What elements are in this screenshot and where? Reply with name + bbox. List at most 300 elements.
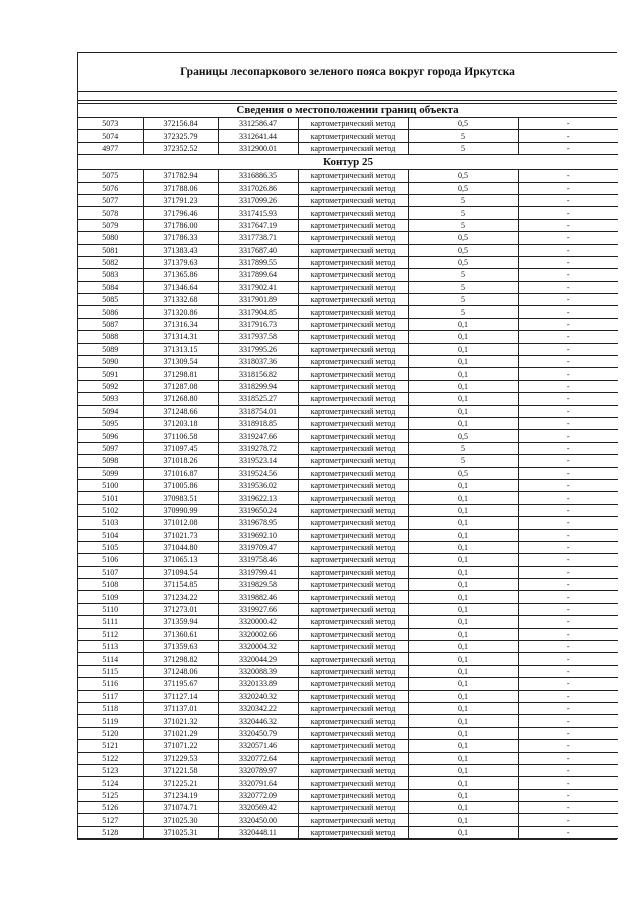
accuracy-cell: 5 <box>408 306 518 318</box>
method-cell: картометрический метод <box>298 591 408 603</box>
point-number-cell: 5086 <box>78 306 143 318</box>
description-cell: - <box>518 616 618 628</box>
point-number-cell: 5103 <box>78 517 143 529</box>
accuracy-cell: 0,1 <box>408 356 518 368</box>
point-number-cell: 5102 <box>78 504 143 516</box>
table-row <box>78 281 618 293</box>
description-cell: - <box>518 356 618 368</box>
point-number-cell: 5092 <box>78 380 143 392</box>
method-cell: картометрический метод <box>298 281 408 293</box>
table-row <box>78 492 618 504</box>
table-row <box>78 417 618 429</box>
description-cell: - <box>518 665 618 677</box>
description-cell: - <box>518 504 618 516</box>
accuracy-cell: 0,1 <box>408 380 518 392</box>
rows-after <box>78 170 618 839</box>
accuracy-cell: 0,1 <box>408 504 518 516</box>
method-cell: картометрический метод <box>298 207 408 219</box>
method-cell: картометрический метод <box>298 579 408 591</box>
method-cell: картометрический метод <box>298 740 408 752</box>
x-coordinate-cell: 372325.79 <box>143 130 218 142</box>
description-cell: - <box>518 380 618 392</box>
method-cell: картометрический метод <box>298 529 408 541</box>
y-coordinate-cell: 3319278.72 <box>218 442 298 454</box>
accuracy-cell: 5 <box>408 142 518 154</box>
accuracy-cell: 0,1 <box>408 331 518 343</box>
description-cell: - <box>518 541 618 553</box>
description-cell: - <box>518 554 618 566</box>
table-row <box>78 442 618 454</box>
x-coordinate-cell: 371097.45 <box>143 442 218 454</box>
method-cell: картометрический метод <box>298 727 408 739</box>
description-cell: - <box>518 219 618 231</box>
method-cell: картометрический метод <box>298 356 408 368</box>
accuracy-cell: 5 <box>408 442 518 454</box>
table-row <box>78 142 618 154</box>
point-number-cell: 5104 <box>78 529 143 541</box>
method-cell: картометрический метод <box>298 603 408 615</box>
method-cell: картометрический метод <box>298 789 408 801</box>
y-coordinate-cell: 3318156.82 <box>218 368 298 380</box>
method-cell: картометрический метод <box>298 653 408 665</box>
description-cell: - <box>518 826 618 838</box>
x-coordinate-cell: 371332.68 <box>143 294 218 306</box>
x-coordinate-cell: 371127.14 <box>143 690 218 702</box>
table-row <box>78 789 618 801</box>
method-cell: картометрический метод <box>298 455 408 467</box>
description-cell: - <box>518 244 618 256</box>
y-coordinate-cell: 3312900.01 <box>218 142 298 154</box>
y-coordinate-cell: 3317026.86 <box>218 182 298 194</box>
accuracy-cell: 0,5 <box>408 182 518 194</box>
x-coordinate-cell: 371268.80 <box>143 393 218 405</box>
y-coordinate-cell: 3320000.42 <box>218 616 298 628</box>
point-number-cell: 4977 <box>78 142 143 154</box>
x-coordinate-cell: 371786.33 <box>143 232 218 244</box>
point-number-cell: 5084 <box>78 281 143 293</box>
y-coordinate-cell: 3317902.41 <box>218 281 298 293</box>
table-row <box>78 207 618 219</box>
x-coordinate-cell: 371074.71 <box>143 802 218 814</box>
description-cell: - <box>518 232 618 244</box>
y-coordinate-cell: 3320789.97 <box>218 764 298 776</box>
description-cell: - <box>518 256 618 268</box>
method-cell: картометрический метод <box>298 467 408 479</box>
point-number-cell: 5075 <box>78 170 143 182</box>
table-row <box>78 702 618 714</box>
table-row <box>78 517 618 529</box>
point-number-cell: 5094 <box>78 405 143 417</box>
x-coordinate-cell: 371021.32 <box>143 715 218 727</box>
accuracy-cell: 0,1 <box>408 740 518 752</box>
method-cell: картометрический метод <box>298 118 408 130</box>
table-row <box>78 628 618 640</box>
accuracy-cell: 5 <box>408 207 518 219</box>
y-coordinate-cell: 3316886.35 <box>218 170 298 182</box>
accuracy-cell: 0,5 <box>408 244 518 256</box>
x-coordinate-cell: 371065.13 <box>143 554 218 566</box>
point-number-cell: 5081 <box>78 244 143 256</box>
method-cell: картометрический метод <box>298 678 408 690</box>
y-coordinate-cell: 3319927.66 <box>218 603 298 615</box>
accuracy-cell: 5 <box>408 194 518 206</box>
y-coordinate-cell: 3318299.94 <box>218 380 298 392</box>
y-coordinate-cell: 3318918.85 <box>218 417 298 429</box>
x-coordinate-cell: 371360.61 <box>143 628 218 640</box>
description-cell: - <box>518 343 618 355</box>
point-number-cell: 5114 <box>78 653 143 665</box>
method-cell: картометрический метод <box>298 802 408 814</box>
point-number-cell: 5120 <box>78 727 143 739</box>
method-cell: картометрический метод <box>298 380 408 392</box>
accuracy-cell: 0,1 <box>408 603 518 615</box>
description-cell: - <box>518 752 618 764</box>
point-number-cell: 5079 <box>78 219 143 231</box>
x-coordinate-cell: 371273.01 <box>143 603 218 615</box>
point-number-cell: 5127 <box>78 814 143 826</box>
y-coordinate-cell: 3320002.66 <box>218 628 298 640</box>
table-row <box>78 814 618 826</box>
y-coordinate-cell: 3319882.46 <box>218 591 298 603</box>
accuracy-cell: 0,1 <box>408 591 518 603</box>
point-number-cell: 5112 <box>78 628 143 640</box>
point-number-cell: 5124 <box>78 777 143 789</box>
x-coordinate-cell: 371365.86 <box>143 269 218 281</box>
accuracy-cell: 0,1 <box>408 826 518 838</box>
method-cell: картометрический метод <box>298 628 408 640</box>
table-row <box>78 294 618 306</box>
method-cell: картометрический метод <box>298 130 408 142</box>
description-cell: - <box>518 430 618 442</box>
table-row <box>78 256 618 268</box>
x-coordinate-cell: 371195.67 <box>143 678 218 690</box>
method-cell: картометрический метод <box>298 777 408 789</box>
accuracy-cell: 0,1 <box>408 529 518 541</box>
description-cell: - <box>518 764 618 776</box>
point-number-cell: 5095 <box>78 417 143 429</box>
accuracy-cell: 0,1 <box>408 541 518 553</box>
accuracy-cell: 0,1 <box>408 641 518 653</box>
contour-label: Контур 25 <box>78 155 618 170</box>
x-coordinate-cell: 371203.18 <box>143 417 218 429</box>
table-row <box>78 504 618 516</box>
y-coordinate-cell: 3319523.14 <box>218 455 298 467</box>
table-row <box>78 219 618 231</box>
description-cell: - <box>518 294 618 306</box>
x-coordinate-cell: 371287.08 <box>143 380 218 392</box>
table-row <box>78 306 618 318</box>
method-cell: картометрический метод <box>298 541 408 553</box>
accuracy-cell: 0,1 <box>408 492 518 504</box>
table-row <box>78 752 618 764</box>
table-row <box>78 579 618 591</box>
y-coordinate-cell: 3319650.24 <box>218 504 298 516</box>
y-coordinate-cell: 3320342.22 <box>218 702 298 714</box>
point-number-cell: 5122 <box>78 752 143 764</box>
table-row <box>78 467 618 479</box>
description-cell: - <box>518 207 618 219</box>
method-cell: картометрический метод <box>298 616 408 628</box>
point-number-cell: 5110 <box>78 603 143 615</box>
description-cell: - <box>518 368 618 380</box>
table-row <box>78 130 618 142</box>
description-cell: - <box>518 529 618 541</box>
accuracy-cell: 0,5 <box>408 256 518 268</box>
table-row <box>78 665 618 677</box>
method-cell: картометрический метод <box>298 814 408 826</box>
point-number-cell: 5073 <box>78 118 143 130</box>
accuracy-cell: 0,5 <box>408 430 518 442</box>
y-coordinate-cell: 3320240.32 <box>218 690 298 702</box>
point-number-cell: 5098 <box>78 455 143 467</box>
point-number-cell: 5105 <box>78 541 143 553</box>
x-coordinate-cell: 371791.23 <box>143 194 218 206</box>
table-row <box>78 678 618 690</box>
document-page <box>77 52 617 840</box>
description-cell: - <box>518 517 618 529</box>
method-cell: картометрический метод <box>298 343 408 355</box>
description-cell: - <box>518 727 618 739</box>
point-number-cell: 5118 <box>78 702 143 714</box>
description-cell: - <box>518 318 618 330</box>
y-coordinate-cell: 3318525.27 <box>218 393 298 405</box>
description-cell: - <box>518 393 618 405</box>
table-row <box>78 603 618 615</box>
description-cell: - <box>518 194 618 206</box>
method-cell: картометрический метод <box>298 826 408 838</box>
accuracy-cell: 0,1 <box>408 368 518 380</box>
y-coordinate-cell: 3317916.73 <box>218 318 298 330</box>
y-coordinate-cell: 3320791.64 <box>218 777 298 789</box>
method-cell: картометрический метод <box>298 182 408 194</box>
x-coordinate-cell: 371018.26 <box>143 455 218 467</box>
table-row <box>78 529 618 541</box>
accuracy-cell: 5 <box>408 130 518 142</box>
point-number-cell: 5093 <box>78 393 143 405</box>
y-coordinate-cell: 3318037.36 <box>218 356 298 368</box>
point-number-cell: 5077 <box>78 194 143 206</box>
point-number-cell: 5087 <box>78 318 143 330</box>
method-cell: картометрический метод <box>298 219 408 231</box>
accuracy-cell: 0,1 <box>408 665 518 677</box>
x-coordinate-cell: 371379.63 <box>143 256 218 268</box>
x-coordinate-cell: 371359.63 <box>143 641 218 653</box>
x-coordinate-cell: 371005.86 <box>143 479 218 491</box>
point-number-cell: 5121 <box>78 740 143 752</box>
table-row <box>78 690 618 702</box>
accuracy-cell: 5 <box>408 281 518 293</box>
table-row <box>78 479 618 491</box>
accuracy-cell: 5 <box>408 455 518 467</box>
point-number-cell: 5101 <box>78 492 143 504</box>
y-coordinate-cell: 3317904.85 <box>218 306 298 318</box>
point-number-cell: 5088 <box>78 331 143 343</box>
x-coordinate-cell: 371248.06 <box>143 665 218 677</box>
table-row <box>78 244 618 256</box>
x-coordinate-cell: 371383.43 <box>143 244 218 256</box>
point-number-cell: 5126 <box>78 802 143 814</box>
method-cell: картометрический метод <box>298 405 408 417</box>
accuracy-cell: 5 <box>408 219 518 231</box>
point-number-cell: 5117 <box>78 690 143 702</box>
point-number-cell: 5128 <box>78 826 143 838</box>
y-coordinate-cell: 3320450.00 <box>218 814 298 826</box>
accuracy-cell: 0,1 <box>408 479 518 491</box>
point-number-cell: 5108 <box>78 579 143 591</box>
description-cell: - <box>518 331 618 343</box>
accuracy-cell: 0,1 <box>408 802 518 814</box>
x-coordinate-cell: 372352.52 <box>143 142 218 154</box>
accuracy-cell: 0,5 <box>408 170 518 182</box>
contour-row <box>78 155 618 170</box>
table-row <box>78 541 618 553</box>
table-row <box>78 368 618 380</box>
point-number-cell: 5090 <box>78 356 143 368</box>
table-row <box>78 318 618 330</box>
x-coordinate-cell: 371316.34 <box>143 318 218 330</box>
table-row <box>78 356 618 368</box>
spacer-row <box>78 92 617 101</box>
x-coordinate-cell: 371320.86 <box>143 306 218 318</box>
accuracy-cell: 5 <box>408 269 518 281</box>
table-row <box>78 764 618 776</box>
accuracy-cell: 0,1 <box>408 690 518 702</box>
point-number-cell: 5099 <box>78 467 143 479</box>
description-cell: - <box>518 492 618 504</box>
y-coordinate-cell: 3317901.89 <box>218 294 298 306</box>
x-coordinate-cell: 371346.64 <box>143 281 218 293</box>
method-cell: картометрический метод <box>298 194 408 206</box>
method-cell: картометрический метод <box>298 430 408 442</box>
y-coordinate-cell: 3319692.10 <box>218 529 298 541</box>
point-number-cell: 5097 <box>78 442 143 454</box>
table-row <box>78 455 618 467</box>
accuracy-cell: 0,5 <box>408 232 518 244</box>
y-coordinate-cell: 3319709.47 <box>218 541 298 553</box>
x-coordinate-cell: 371106.58 <box>143 430 218 442</box>
accuracy-cell: 0,1 <box>408 678 518 690</box>
description-cell: - <box>518 628 618 640</box>
accuracy-cell: 0,1 <box>408 715 518 727</box>
accuracy-cell: 0,1 <box>408 417 518 429</box>
accuracy-cell: 0,1 <box>408 343 518 355</box>
point-number-cell: 5123 <box>78 764 143 776</box>
section-title: Сведения о местоположении границ объекта <box>78 104 617 118</box>
description-cell: - <box>518 455 618 467</box>
method-cell: картометрический метод <box>298 554 408 566</box>
point-number-cell: 5119 <box>78 715 143 727</box>
point-number-cell: 5100 <box>78 479 143 491</box>
y-coordinate-cell: 3320044.29 <box>218 653 298 665</box>
x-coordinate-cell: 371094.54 <box>143 566 218 578</box>
y-coordinate-cell: 3319524.56 <box>218 467 298 479</box>
x-coordinate-cell: 371309.54 <box>143 356 218 368</box>
method-cell: картометрический метод <box>298 690 408 702</box>
y-coordinate-cell: 3317099.26 <box>218 194 298 206</box>
x-coordinate-cell: 371016.87 <box>143 467 218 479</box>
x-coordinate-cell: 371137.01 <box>143 702 218 714</box>
x-coordinate-cell: 371359.94 <box>143 616 218 628</box>
accuracy-cell: 0,1 <box>408 727 518 739</box>
method-cell: картометрический метод <box>298 318 408 330</box>
description-cell: - <box>518 281 618 293</box>
description-cell: - <box>518 740 618 752</box>
y-coordinate-cell: 3319829.58 <box>218 579 298 591</box>
x-coordinate-cell: 371225.21 <box>143 777 218 789</box>
x-coordinate-cell: 371071.22 <box>143 740 218 752</box>
method-cell: картометрический метод <box>298 479 408 491</box>
x-coordinate-cell: 371796.46 <box>143 207 218 219</box>
x-coordinate-cell: 371044.80 <box>143 541 218 553</box>
method-cell: картометрический метод <box>298 752 408 764</box>
method-cell: картометрический метод <box>298 566 408 578</box>
table-row <box>78 641 618 653</box>
accuracy-cell: 0,1 <box>408 517 518 529</box>
description-cell: - <box>518 142 618 154</box>
point-number-cell: 5125 <box>78 789 143 801</box>
accuracy-cell: 0,1 <box>408 628 518 640</box>
accuracy-cell: 0,1 <box>408 752 518 764</box>
y-coordinate-cell: 3317899.55 <box>218 256 298 268</box>
point-number-cell: 5091 <box>78 368 143 380</box>
accuracy-cell: 0,1 <box>408 554 518 566</box>
description-cell: - <box>518 702 618 714</box>
x-coordinate-cell: 371012.08 <box>143 517 218 529</box>
x-coordinate-cell: 372156.84 <box>143 118 218 130</box>
description-cell: - <box>518 170 618 182</box>
description-cell: - <box>518 603 618 615</box>
description-cell: - <box>518 118 618 130</box>
accuracy-cell: 0,1 <box>408 764 518 776</box>
table-row <box>78 777 618 789</box>
accuracy-cell: 0,1 <box>408 616 518 628</box>
y-coordinate-cell: 3320450.79 <box>218 727 298 739</box>
y-coordinate-cell: 3317995.26 <box>218 343 298 355</box>
accuracy-cell: 0,5 <box>408 118 518 130</box>
accuracy-cell: 0,1 <box>408 318 518 330</box>
table-row <box>78 715 618 727</box>
x-coordinate-cell: 371221.58 <box>143 764 218 776</box>
method-cell: картометрический метод <box>298 368 408 380</box>
method-cell: картометрический метод <box>298 393 408 405</box>
y-coordinate-cell: 3319247.66 <box>218 430 298 442</box>
table-row <box>78 182 618 194</box>
accuracy-cell: 5 <box>408 294 518 306</box>
method-cell: картометрический метод <box>298 294 408 306</box>
x-coordinate-cell: 371788.06 <box>143 182 218 194</box>
description-cell: - <box>518 678 618 690</box>
accuracy-cell: 0,1 <box>408 393 518 405</box>
y-coordinate-cell: 3320772.64 <box>218 752 298 764</box>
method-cell: картометрический метод <box>298 764 408 776</box>
point-number-cell: 5111 <box>78 616 143 628</box>
description-cell: - <box>518 467 618 479</box>
table-row <box>78 380 618 392</box>
method-cell: картометрический метод <box>298 442 408 454</box>
x-coordinate-cell: 371782.94 <box>143 170 218 182</box>
description-cell: - <box>518 130 618 142</box>
table-row <box>78 802 618 814</box>
point-number-cell: 5083 <box>78 269 143 281</box>
accuracy-cell: 0,1 <box>408 566 518 578</box>
x-coordinate-cell: 370983.51 <box>143 492 218 504</box>
y-coordinate-cell: 3317687.40 <box>218 244 298 256</box>
description-cell: - <box>518 442 618 454</box>
y-coordinate-cell: 3318754.01 <box>218 405 298 417</box>
table-row <box>78 194 618 206</box>
table-row <box>78 554 618 566</box>
point-number-cell: 5074 <box>78 130 143 142</box>
